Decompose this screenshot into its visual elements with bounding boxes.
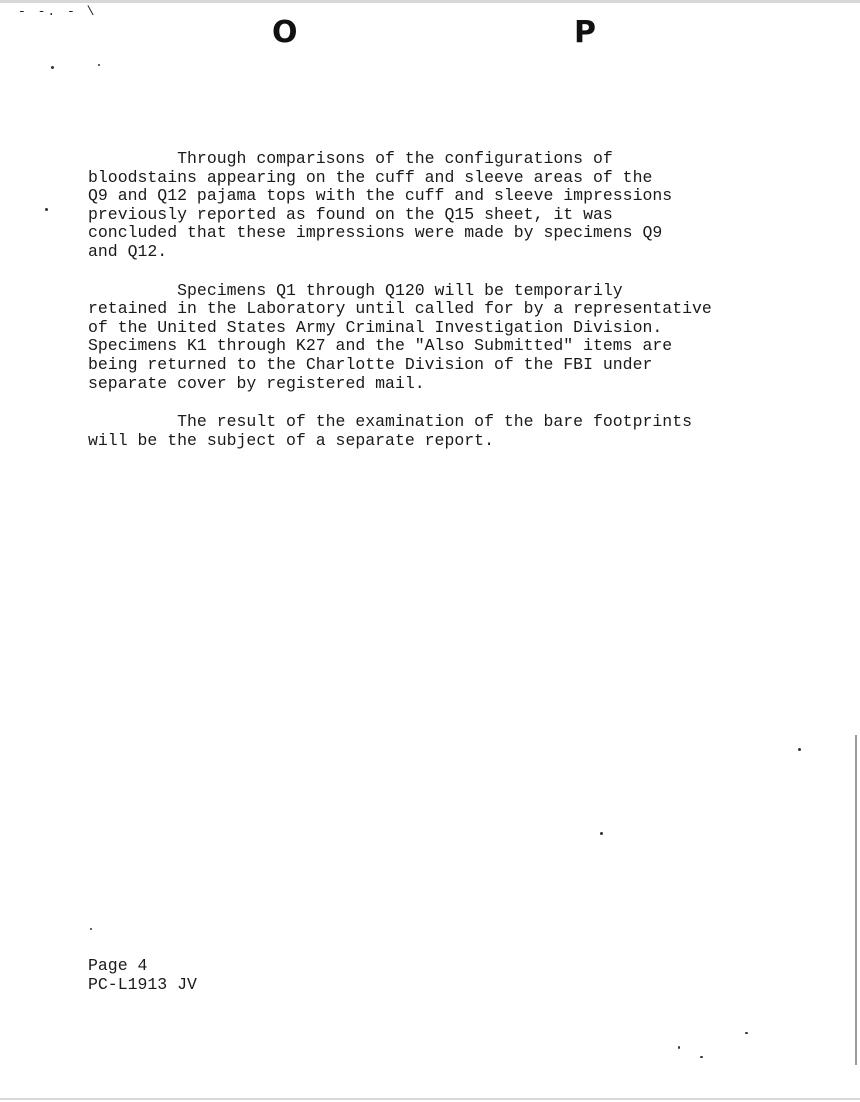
text-line: The result of the examination of the bare footprints xyxy=(88,412,692,432)
scan-speck xyxy=(45,208,48,211)
text-line: retained in the Laboratory until called for by a representative xyxy=(88,299,712,319)
page-number: Page 4 xyxy=(88,956,148,975)
text-line: of the United States Army Criminal Investigation Division. xyxy=(88,317,663,337)
scan-edge-line xyxy=(855,735,857,1065)
page-top-edge xyxy=(0,0,860,3)
text-line: separate cover by registered mail. xyxy=(88,373,425,393)
text-line: concluded that these impressions were made by specimens Q9 xyxy=(88,223,663,243)
text-line: will be the subject of a separate report. xyxy=(88,430,494,450)
scan-speck xyxy=(678,1046,680,1049)
punch-hole-left: O xyxy=(272,15,298,50)
scan-speck xyxy=(798,748,801,751)
paragraph-comparisons xyxy=(88,150,788,262)
text-line: Q9 and Q12 pajama tops with the cuff and sleeve impressions xyxy=(88,186,673,206)
file-number: PC-L1913 JV xyxy=(88,974,197,994)
text-line: previously reported as found on the Q15 sheet, it was xyxy=(88,204,613,224)
scan-speck xyxy=(600,832,603,835)
document-body xyxy=(88,150,788,470)
text-line: and Q12. xyxy=(88,241,168,261)
scan-speck xyxy=(700,1056,703,1058)
corner-marks: - -. - \ xyxy=(18,4,97,19)
text-line: Through comparisons of the configurations of xyxy=(88,149,613,168)
text-line: Specimens K1 through K27 and the "Also Submitted" items are xyxy=(88,336,673,356)
paragraph-footprints xyxy=(88,413,788,450)
scan-speck xyxy=(51,66,54,69)
page-footer xyxy=(88,957,197,994)
page-bottom-edge xyxy=(0,1098,860,1100)
punch-hole-right: P xyxy=(574,15,596,50)
text-line: bloodstains appearing on the cuff and sleeve areas of the xyxy=(88,167,653,187)
paragraph-specimens xyxy=(88,282,788,394)
scan-speck xyxy=(98,64,100,66)
scan-speck xyxy=(745,1032,748,1034)
scan-speck xyxy=(90,928,92,930)
text-line: Specimens Q1 through Q120 will be temporarily xyxy=(88,280,623,300)
text-line: being returned to the Charlotte Division of the FBI under xyxy=(88,354,653,374)
